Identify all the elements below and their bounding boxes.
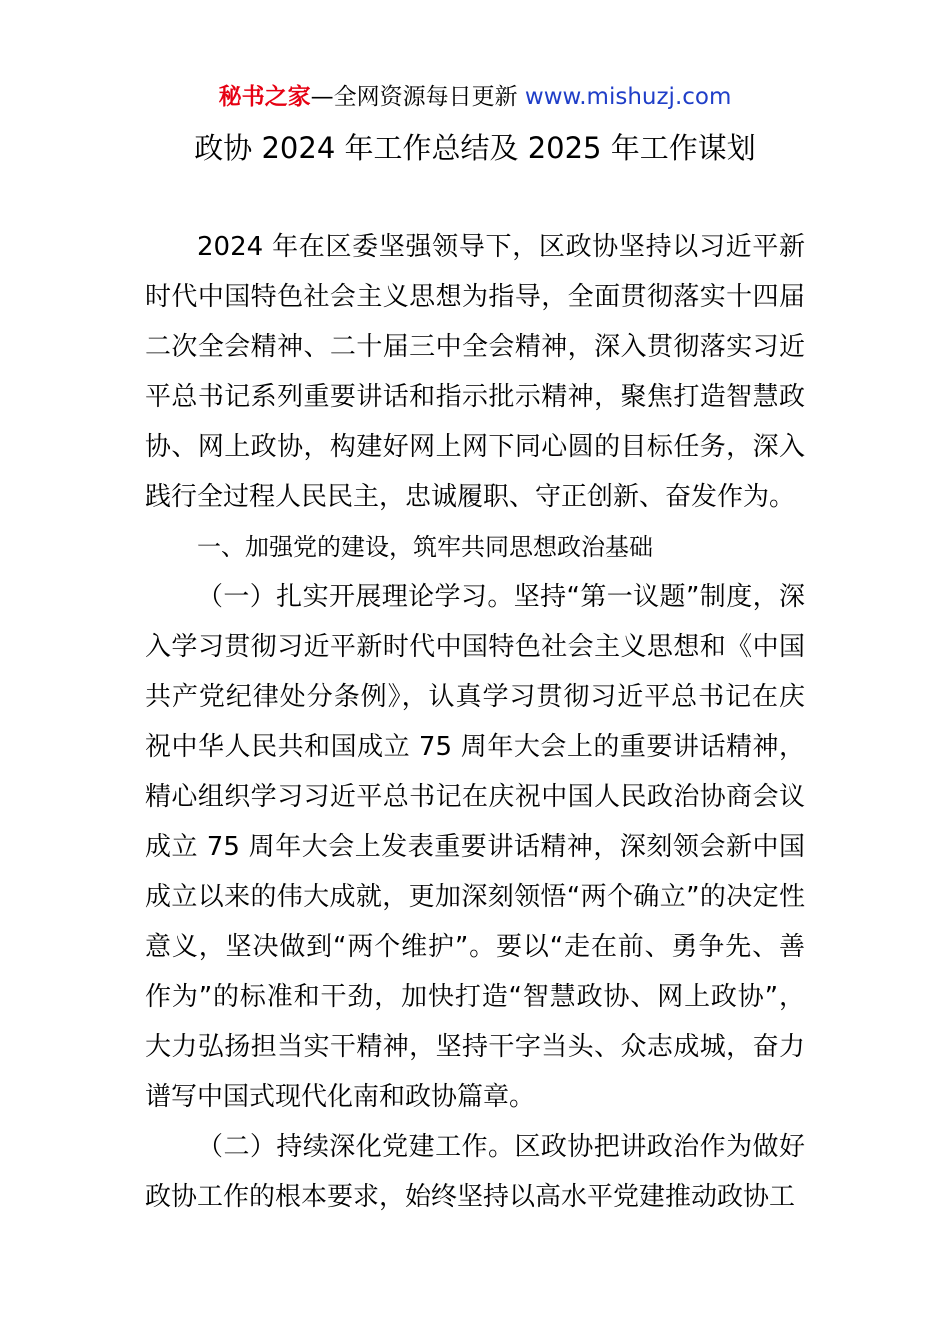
section-heading: 一、加强党的建设，筑牢共同思想政治基础	[197, 533, 653, 561]
document-title: 政协 2024 年工作总结及 2025 年工作谋划	[194, 131, 756, 165]
intro-paragraph: 2024 年在区委坚强领导下，区政协坚持以习近平新时代中国特色社会主义思想为指导，全面贯彻落实十四届二次全会精神、二十届三中全会精神，深入贯彻落实习近平总书记系列重要讲话和指示批示精神，聚焦打造智慧政协、网上政协，构建好网上网下同心圆的目标任务，深入践行全过程人民民主，忠诚履职、守正创新、奋发作为。	[145, 232, 805, 512]
site-tagline: —全网资源每日更新	[310, 84, 525, 110]
site-header	[0, 80, 950, 114]
subsection-paragraph-1: （一）扎实开展理论学习。坚持“第一议题”制度，深入学习贯彻习近平新时代中国特色社会主义思想和《中国共产党纪律处分条例》，认真学习贯彻习近平总书记在庆祝中华人民共和国成立 75 周年大会上的重要讲话精神，精心组织学习习近平总书记在庆祝中国人民政治协商会议成立 75 周年大会上发表重要讲话精神，深刻领会新中国成立以来的伟大成就，更加深刻领悟“两个确立”的决定性意义，坚决做到“两个维护”。要以“走在前、勇争先、善作为”的标准和干劲，加快打造“智慧政协、网上政协”，大力弘扬担当实干精神，坚持干字当头、众志成城，奋力谱写中国式现代化南和政协篇章。	[145, 582, 805, 1112]
site-url-link[interactable]: www.mishuzj.com	[524, 84, 732, 110]
site-name: 秘书之家	[218, 84, 311, 110]
subsection-paragraph-2: （二）持续深化党建工作。区政协把讲政治作为做好政协工作的根本要求，始终坚持以高水平党建推动政协工	[145, 1132, 805, 1212]
document-body	[145, 222, 805, 1222]
